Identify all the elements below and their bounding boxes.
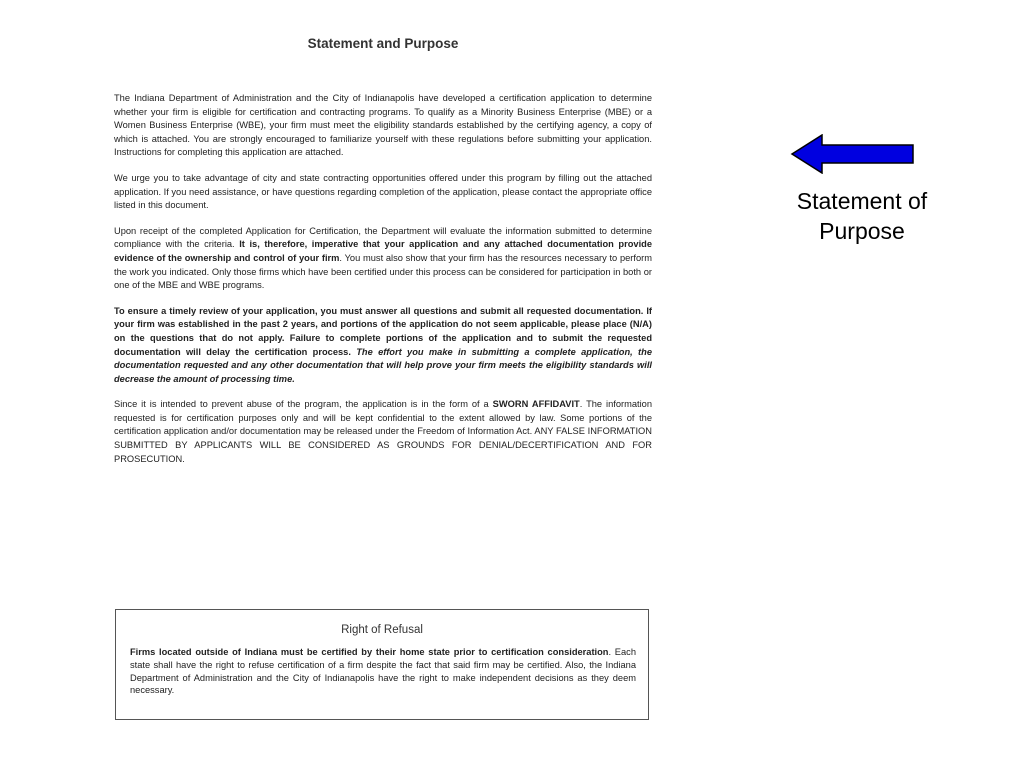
sworn-affidavit-emphasis: SWORN AFFIDAVIT: [492, 399, 580, 410]
right-of-refusal-text: [130, 646, 636, 697]
document-body: [114, 92, 652, 478]
paragraph-evaluation-emphasis: It is, therefore, imperative that your application and any attached documentation provide evidence of the ownership and control of your firm: [114, 239, 652, 263]
paragraph-affidavit: [114, 398, 652, 466]
paragraph-timely-review: [114, 305, 652, 387]
right-of-refusal-title: Right of Refusal: [341, 624, 423, 636]
right-of-refusal-box: [115, 609, 649, 720]
callout-line-1: Statement of: [796, 188, 928, 214]
left-arrow-shape: [792, 135, 913, 173]
paragraph-evaluation-text-2: . You must also show that your firm has the resources necessary to perform the work you indicated. Only those firms which have been certified under this process can be considered for participation in both or one of the MBE and WBE programs.: [114, 252, 652, 291]
right-of-refusal-bold: Firms located outside of Indiana must be certified by their home state prior to certification consideration: [130, 647, 609, 657]
paragraph-timely-review-bold-italic: The effort you make in submitting a complete application, the documentation requested and any other documentation that will help prove your firm meets the eligibility standards will decrease the amount of processing time.: [114, 346, 652, 384]
paragraph-evaluation-text-1: Upon receipt of the completed Application for Certification, the Department will evaluate the information submitted to determine compliance with the criteria.: [114, 225, 652, 250]
paragraph-affidavit-text-1: Since it is intended to prevent abuse of the program, the application is in the form of a: [114, 399, 493, 410]
paragraph-timely-review-bold: To ensure a timely review of your application, you must answer all questions and submit all requested documentation. If your firm was established in the past 2 years, and portions of the application do not seem applicable, please place (N/A) on the questions that do not apply. Failure to complete portions of the application and to submit the requested documentation will delay the certification process.: [114, 305, 652, 357]
paragraph-affidavit-text-2: . The information requested is for certification purposes only and will be kept confidential to the extent allowed by law. Some portions of the certification application and/or documentation may be released under the Freedom of Information Act. ANY FALSE INFORMATION SUBMITTED BY APPLICANTS WILL BE CONSIDERED AS GROUNDS FOR DENIAL/DECERTIFICATION AND FOR PROSECUTION.: [114, 399, 653, 464]
paragraph-evaluation: [114, 225, 652, 293]
left-arrow-icon: [790, 134, 916, 174]
paragraph-intro: The Indiana Department of Administration and the City of Indianapolis have developed a certification application to determine whether your firm is eligible for certification and contracting programs. To qualify as a Minority Business Enterprise (MBE) or a Women Business Enterprise (WBE), your firm must meet the eligibility standards established by the certifying agency, a copy of which is attached. You are strongly encouraged to familiarize yourself with these regulations before submitting your application. Instructions for completing this application are attached.: [114, 93, 652, 158]
statement-of-purpose-callout: [776, 186, 948, 246]
right-of-refusal-rest: . Each state shall have the right to refuse certification of a firm despite the fact that said firm may be certified. Also, the Indiana Department of Administration and the City of Indianapolis have the right to make independent decisions as they deem necessary.: [130, 647, 637, 696]
paragraph-urge: We urge you to take advantage of city and state contracting opportunities offered under this program by filling out the attached application. If you need assistance, or have questions regarding completion of the application, please contact the appropriate office listed in this document.: [114, 172, 652, 211]
callout-line-2: Purpose: [819, 218, 905, 244]
document-title: Statement and Purpose: [307, 36, 459, 51]
